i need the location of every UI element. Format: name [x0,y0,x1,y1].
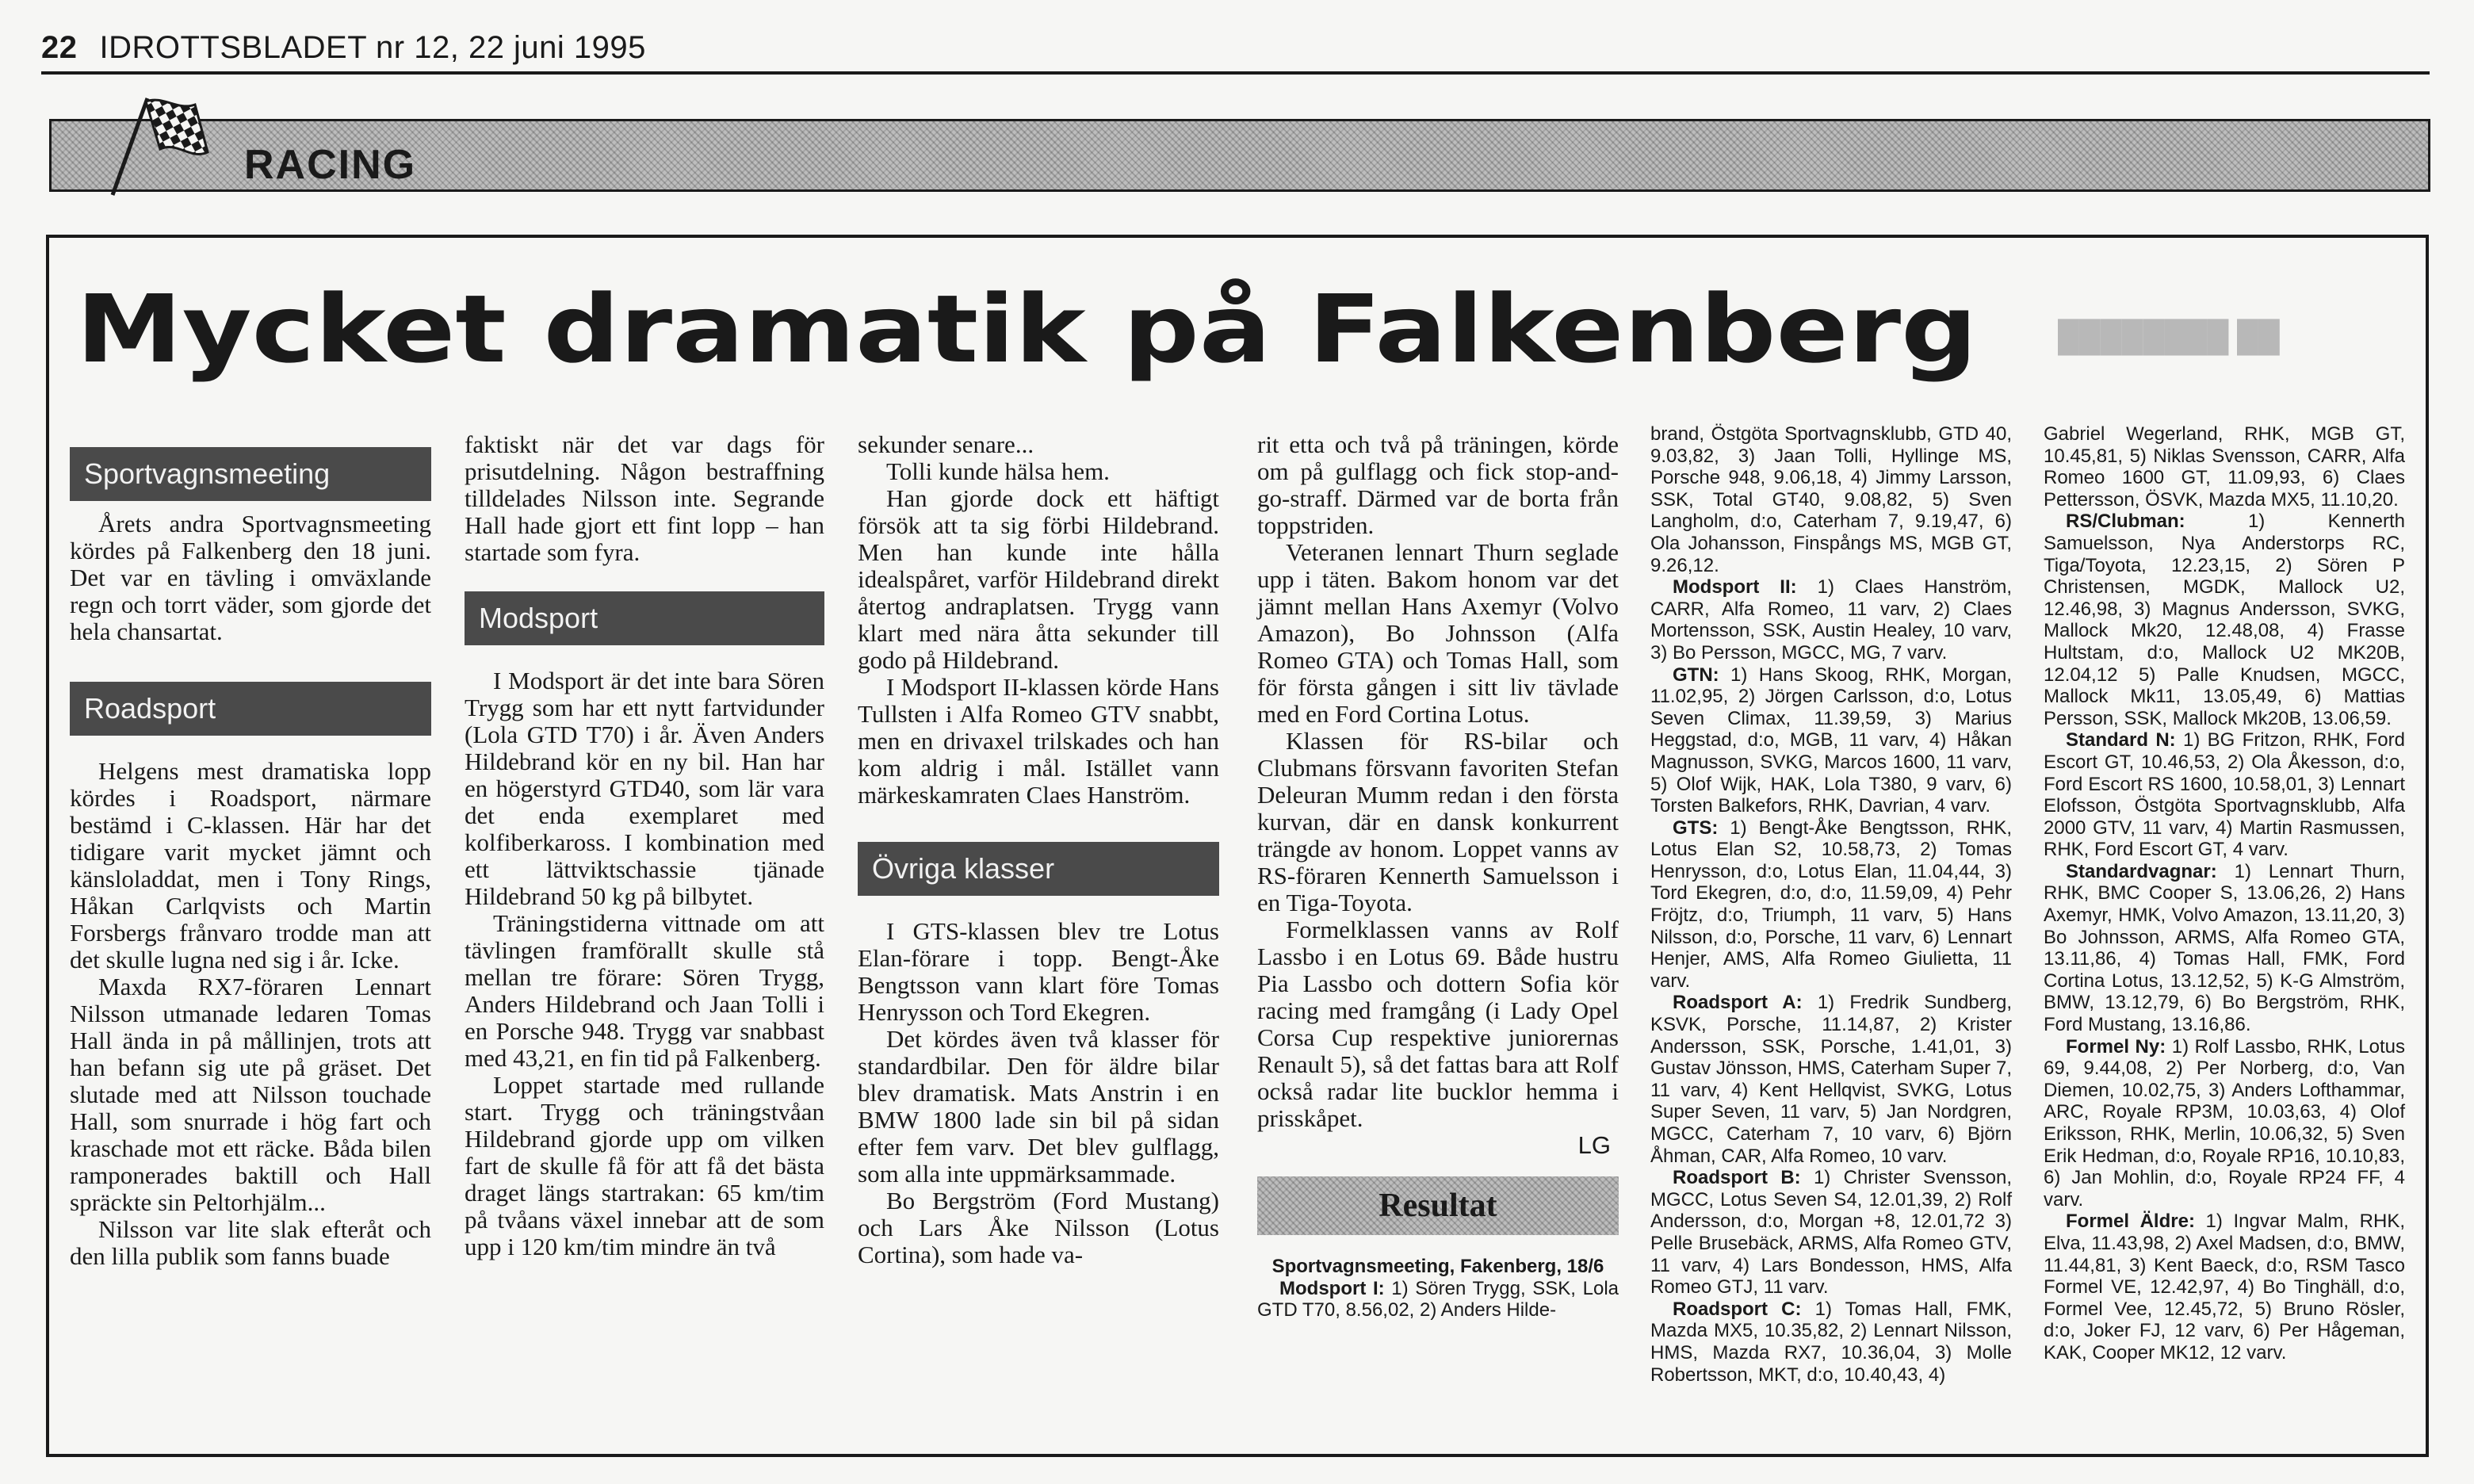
paragraph: I Modsport är det inte bara Sören Trygg som har ett nytt fartvidunder (Lola GTD T70) i år. Även Anders Hildebrand kör en ny bil. Han har en högerstyrd GTD40, som lär vara det enda exemplaret med kolfiberkaross. I kombination med ett lättviktschassie tjänade Hildebrand 50 kg på bilbytet. [465,667,824,910]
article-column-2 [465,431,824,1260]
results-text: 1) Kennerth Samuelsson, Nya Anderstorps RC, Tiga/Toyota, 12.23,15, 2) Sören P Christensen, MGDK, Mallock U2, 12.46,98, 3) Magnus Andersson, SVKG, Mallock Mk20, 12.48,08, 4) Frasse Hultstam, d:o, Mallock U2 MK20B, 12.04,12 5) Palle Knudsen, MGCC, Mallock Mk11, 13.05,49, 6) Mattias Persson, SSK, Mallock Mk20B, 13.06,59. [2044,511,2405,729]
header-rule [41,71,2430,75]
results-text: 1) Bengt-Åke Bengtsson, RHK, Lotus Elan S2, 10.58,73, 2) Tomas Henrysson, d:o, Lotus Elan, 11.04,44, 3) Tord Ekegren, d:o, d:o, 11.59,09, 4) Pehr Fröjtz, d:o, Triumph, 11 varv, 5) Hans Nilsson, d:o, Porsche, 11 varv, 6) Lennart Henjer, AMS, Alfa Romeo Giulietta, 11 varv. [1650,817,2012,992]
results-class-label: Formel Äldre: [2066,1211,2195,1233]
results-entry [1650,576,2012,664]
results-class-label: Roadsport C: [1673,1298,1802,1320]
paragraph: rit etta och två på träningen, körde om på gulflagg och fick stop-and-go-straff. Därmed var de borta från toppstriden. [1257,430,1619,539]
subhead-roadsport: Roadsport [70,682,431,736]
section-title: RACING [244,142,417,188]
article-column-3 [858,431,1219,1268]
paragraph: Nilsson var lite slak efteråt och den lilla publik som fanns buade [70,1215,431,1270]
results-class-label: GTS: [1673,817,1719,839]
results-class-label: Roadsport B: [1673,1167,1801,1189]
results-entry [1650,992,2012,1167]
masthead: IDROTTSBLADET nr 12, 22 juni 1995 [99,30,646,65]
article-column-1 [70,447,431,1270]
paragraph: Loppet startade med rullande start. Trygg och träningstvåan Hildebrand gjorde upp om vilken fart de skulle få för att få det bästa draget längs startrakan: 65 km/tim på tvåans växel innebar att de som upp i 120 km/tim mindre än två [465,1071,824,1260]
page-number: 22 [41,30,78,65]
results-entry [1650,664,2012,817]
results-entry [2044,423,2405,511]
results-text: brand, Östgöta Sportvagnsklubb, GTD 40, 9.03,82, 3) Jaan Tolli, Hyllinge MS, Porsche 948, 9.06,18, 4) Jimmy Larsson, SSK, Total GT40, 9.08,82, 5) Sven Langholm, d:o, Caterham 7, 9.19,47, 6) Ola Johansson, Finspångs MS, MGB GT, 9.26,12. [1650,423,2012,576]
results-entry [2044,1211,2405,1364]
page-header [41,30,646,66]
headline: Mycket dramatik på Falkenberg [76,274,1978,384]
results-text: 1) Fredrik Sundberg, KSVK, Porsche, 11.14,87, 2) Krister Andersson, SSK, Porsche, 1.41,01, 3) Gustav Jönsson, HMS, Caterham Super 7, 11 varv, 4) Kent Hellqvist, SVKG, Lotus Super Seven, 11 varv, 5) Jan Nordgren, MGCC, Caterham 7, 10 varv, 6) Björn Åhman, CAR, Alfa Romeo, 10 varv. [1650,992,2012,1167]
results-text: 1) BG Fritzon, RHK, Ford Escort GT, 10.46,53, 2) Ola Åkesson, d:o, Ford Escort RS 1600, 10.58,01, 3) Lennart Elofsson, Östgöta Sportvagnsklubb, Alfa 2000 GTV, 11 varv, 4) Martin Rasmussen, RHK, Ford Escort GT, 4 varv. [2044,729,2405,861]
results-entry: Modsport I: 1) Sören Trygg, SSK, Lola GTD T70, 8.56,02, 2) Anders Hilde- [1257,1277,1619,1321]
results-entry [2044,1036,2405,1211]
results-text: 1) Lennart Thurn, RHK, BMC Cooper S, 13.06,26, 2) Hans Axemyr, HMK, Volvo Amazon, 13.11,20, 3) Bo Johnsson, ARMS, Alfa Romeo GTA, 13.11,86, 4) Tomas Hall, FMK, Ford Cortina Lotus, 13.12,52, 5) K-G Almström, BMW, 13.12,79, 6) Bo Bergström, RHK, Ford Mustang, 13.16,86. [2044,860,2405,1036]
results-class-label: Formel Ny: [2066,1035,2166,1058]
results-entry [1650,1298,2012,1386]
results-text: 1) Christer Svensson, MGCC, Lotus Seven S4, 12.01,39, 2) Rolf Andersson, d:o, Morgan +8, 12.01,72 3) Pelle Brusebäck, ARMS, Alfa Romeo GTV, 11 varv, 4) Lars Bondesson, HMS, Alfa Romeo GTJ, 11 varv. [1650,1167,2012,1298]
paragraph: Tolli kunde hälsa hem. [886,457,1110,485]
paragraph: Bo Bergström (Ford Mustang) och Lars Åke Nilsson (Lotus Cortina), som hade va- [858,1187,1219,1268]
article-column-4 [1257,431,1619,1321]
results-entry [1650,423,2012,576]
results-event-title: Sportvagnsmeeting, Fakenberg, 18/6 [1271,1256,1604,1277]
results-text: 1) Hans Skoog, RHK, Morgan, 11.02,95, 2) Jörgen Carlsson, d:o, Lotus Seven Climax, 11.39,59, 3) Marius Heggstad, d:o, MGB, 11 varv, 4) Håkan Magnusson, SVKG, Marcos 1600, 11 varv, 5) Olof Wijk, HAK, Lola T380, 9 varv, 6) Torsten Balkefors, RHK, Davrian, 4 varv. [1650,664,2012,817]
paragraph: I GTS-klassen blev tre Lotus Elan-förare i topp. Bengt-Åke Bengtsson vann klart före Tomas Henrysson och Tord Ekegren. [858,917,1219,1026]
paragraph: Formelklassen vanns av Rolf Lassbo i en Lotus 69. Både hustru Pia Lassbo och dottern Sofia kör racing med framgång (i Lady Opel Corsa Cup respektive juniorernas Renault 5), så det fattas bara att Rolf också radar lite bucklor hemma i prisskåpet. [1257,916,1619,1132]
results-class-label: Standardvagnar: [2066,860,2217,882]
results-entry [1650,1167,2012,1298]
results-text: Gabriel Wegerland, RHK, MGB GT, 10.45,81, 5) Niklas Svensson, CARR, Alfa Romeo 1600 GT, 11.09,93, 6) Claes Pettersson, ÖSVK, Mazda MX5, 11.10,20. [2044,423,2405,511]
results-intro [1257,1256,1619,1321]
results-text: 1) Tomas Hall, FMK, Mazda MX5, 10.35,82, 2) Lennart Nilsson, HMS, Mazda RX7, 10.36,04, 3) Molle Robertsson, MKT, d:o, 10.40,43, 4) [1650,1298,2013,1386]
paragraph: Helgens mest dramatiska lopp kördes i Roadsport, närmare bestämd i C-klassen. Här har det tidigare varit mycket jämnt och känsloladdat, men i Tony Rings, Håkan Carlqvists och Martin Forsbergs frånvaro trodde man att det skulle lugna ned sig i år. Icke. [70,757,431,973]
results-class-label: GTN: [1673,664,1719,686]
results-entry [2044,861,2405,1036]
subhead-modsport: Modsport [465,591,824,645]
results-text: 1) Ingvar Malm, RHK, Elva, 11.43,98, 2) Axel Madsen, d:o, BMW, 11.44,81, 3) Kent Baeck, d:o, RSM Tasco Formel VE, 12.42,97, 4) Bo Tinghäll, d:o, Formel Vee, 12.45,72, 5) Bruno Rösler, d:o, Joker FJ, 12 varv, 6) Per Hågeman, KAK, Cooper MK12, 12 varv. [2044,1211,2406,1364]
paragraph: I Modsport II-klassen körde Hans Tullsten i Alfa Romeo GTV snabbt, men en drivaxel trilskades och han kom aldrig i mål. Istället vann märkeskamraten Claes Hanström. [858,673,1219,809]
results-heading-box: Resultat [1257,1176,1619,1235]
results-class-label: Roadsport A: [1673,992,1803,1014]
paragraph: Han gjorde dock ett häftigt försök att ta sig förbi Hildebrand. Men han kunde inte hålla idealspåret, varför Hildebrand direkt återtog andraplatsen. Trygg vann klart med nära åtta sekunder till godo på Hildebrand. [858,484,1219,674]
checkered-flag-icon [101,94,212,197]
results-entry [1650,817,2012,993]
results-class-label: Modsport II: [1673,576,1797,599]
paragraph: Det kördes även två klasser för standardbilar. Den för äldre bilar blev dramatisk. Mats Anstrin i en BMW 1800 lade sin bil på sidan efter fem varv. Det blev gulflagg, som alla inte uppmärksammade. [858,1025,1219,1188]
paragraph: Veteranen lennart Thurn seglade upp i täten. Bakom honom var det jämnt mellan Hans Axemyr (Volvo Amazon), Bo Johnsson (Alfa Romeo GTA) och Tomas Hall, som för första gången i sitt liv tävlade med en Ford Cortina Lotus. [1257,538,1619,728]
results-text: 1) Rolf Lassbo, RHK, Lotus 69, 9.44,08, 2) Per Norberg, d:o, Van Diemen, 10.02,75, 3) Anders Lofthammar, ARC, Royale RP3M, 10.03,63, 4) Olof Eriksson, RHK, Merlin, 10.06,32, 5) Sven Erik Hedman, d:o, Royale RP16, 10.10,83, 6) Jan Mohlin, d:o, Royale RP24 FF, 4 varv. [2044,1035,2405,1211]
results-text: 1) Claes Hanström, CARR, Alfa Romeo, 11 varv, 2) Claes Mortensson, SSK, Austin Healey, 10 varv, 3) Bo Persson, MGCC, MG, 7 varv. [1650,576,2012,664]
paragraph: Årets andra Sportvagnsmeeting kördes på Falkenberg den 18 juni. Det var en tävling i omväxlande regn och torrt väder, som gjorde det hela chansartat. [70,510,431,645]
paragraph: sekunder senare... [858,430,1034,458]
results-column-2 [2044,423,2405,1364]
subhead-ovriga-klasser: Övriga klasser [858,842,1219,896]
author-signature: LG [1577,1131,1611,1159]
results-class-label: RS/Clubman: [2066,511,2185,533]
paragraph: faktiskt när det var dags för prisutdelning. Någon bestraffning tilldelades Nilsson inte. Segrande Hall hade gjort ett fint lopp – han startade som fyra. [465,430,824,566]
bleed-through-text: ████████ ██ [2058,320,2280,354]
results-entry [2044,729,2405,861]
paragraph: Klassen för RS-bilar och Clubmans försvann favoriten Stefan Deleuran Mumm redan i den första kurvan, där en dansk konkurrent trängde av honom. Loppet vanns av RS-föraren Kennerth Samuelsson i en Tiga-Toyota. [1257,727,1619,916]
paragraph: Träningstiderna vittnade om att tävlingen framförallt skulle stå mellan tre förare: Sören Trygg, Anders Hildebrand och Jaan Tolli i en Porsche 948. Trygg var snabbast med 43,21, en fin tid på Falkenberg. [465,909,824,1072]
paragraph: Maxda RX7-föraren Lennart Nilsson utmanade ledaren Tomas Hall ända in på mållinjen, trots att han befann sig ute på gräset. Det slutade med att Nilsson touchade Hall, som snurrade i hög fart och kraschade mot ett räcke. Båda bilen ramponerades baktill och Hall spräckte sin Peltorhjälm... [70,973,431,1216]
results-entry [2044,511,2405,729]
results-column-1 [1650,423,2012,1386]
results-class-label: Standard N: [2066,729,2176,752]
subhead-sportvagnsmeeting: Sportvagnsmeeting [70,447,431,501]
